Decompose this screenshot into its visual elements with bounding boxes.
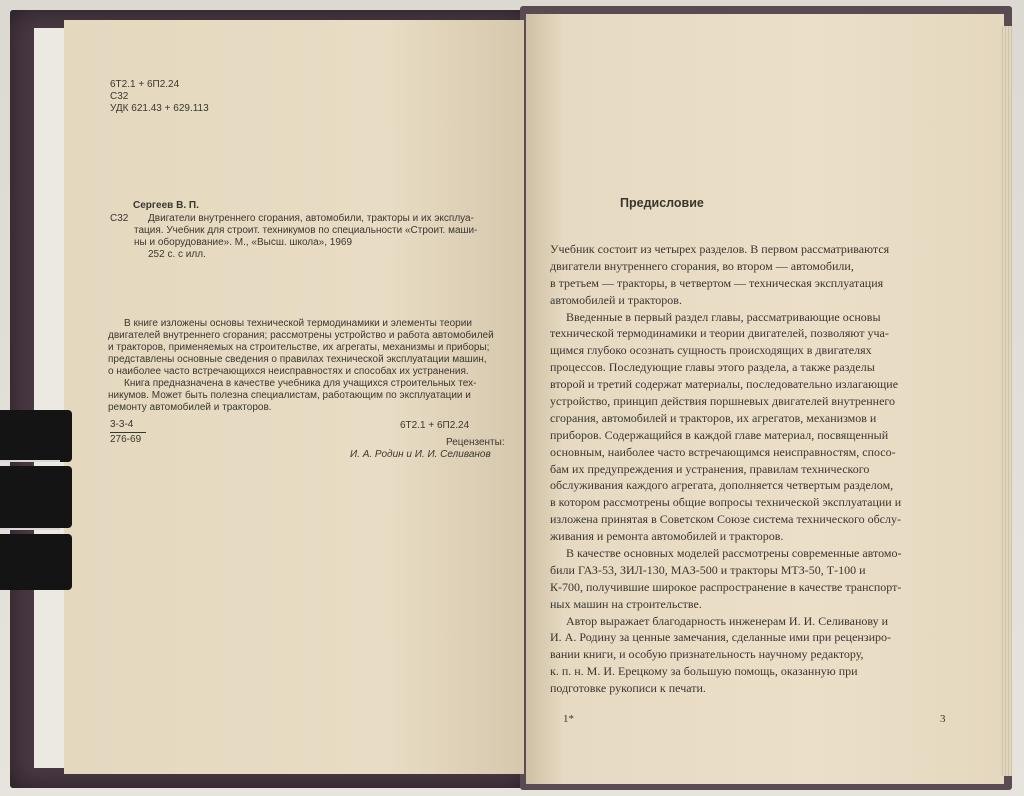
preface-line: щимся глубоко осознать сущность происходящих в двигателях: [550, 343, 872, 358]
reviewers-label: Рецензенты:: [446, 437, 505, 448]
preface-line: приборов. Содержащийся в каждой главе материал, посвященный: [550, 427, 889, 442]
preface-line: обслуживания каждого агрегата, дополняется четвертым разделом,: [550, 478, 894, 493]
bib-line: тация. Учебник для строит. техникумов по специальности «Строит. маши-: [134, 225, 478, 236]
preface-line: подготовке рукописи к печати.: [550, 681, 706, 696]
order-number-top: 3-3-4: [110, 419, 134, 430]
annotation-line: никумов. Может быть полезна специалистам, работающим по эксплуатации и: [108, 390, 471, 401]
preface-line: второй и третий содержат материалы, последовательно излагающие: [550, 377, 899, 392]
preface-line: Учебник состоит из четырех разделов. В первом рассматриваются: [550, 242, 890, 256]
bib-code: С32: [110, 213, 129, 224]
reviewers-names: И. А. Родин и И. И. Селиванов: [350, 449, 491, 460]
bib-line: Двигатели внутреннего сгорания, автомобили, тракторы и их эксплуа-: [148, 213, 474, 224]
preface-line: устройство, принцип действия поршневых двигателей внутреннего: [550, 394, 896, 409]
preface-line: К-700, получившие широкое распространение в качестве транспорт-: [550, 579, 902, 594]
preface-line: процессов. Последующие главы этого раздела, а также разделы: [550, 360, 875, 375]
preface-line: технической термодинамики и теории двигателей, позволяют уча-: [550, 326, 889, 341]
flyleaf: [34, 28, 66, 768]
annotation-line: о наиболее часто встречающихся неисправностях и способах их устранения.: [108, 366, 469, 377]
preface-line: И. А. Родину за ценные замечания, сделанные ими при рецензиро-: [550, 630, 892, 645]
order-divider: [110, 432, 146, 433]
binder-clip: [0, 410, 78, 595]
annotation: [108, 318, 508, 414]
bib-line: 252 с. с илл.: [148, 249, 206, 260]
preface-line: ных машин на строительстве.: [550, 596, 702, 611]
preface-line: сгорания, автомобилей и тракторов, их агрегатов, механизмов и: [550, 410, 877, 425]
preface-line: В качестве основных моделей рассмотрены современные автомо-: [566, 546, 902, 561]
annotation-line: В книге изложены основы технической термодинамики и элементы теории: [124, 318, 472, 329]
preface-line: двигатели внутреннего сгорания, во втором — автомобили,: [550, 258, 854, 273]
classification-line: С32: [110, 91, 129, 102]
signature-mark: 1*: [563, 713, 574, 725]
annotation-line: двигателей внутреннего сгорания; рассмотрены устройство и работа автомобилей: [108, 330, 494, 341]
bib-record: [134, 213, 508, 261]
annotation-line: представлены основные сведения о правилах технической эксплуатации машин,: [108, 354, 487, 365]
preface-line: Автор выражает благодарность инженерам И. И. Селиванову и: [566, 613, 889, 628]
annotation-line: и тракторов, применяемых на строительстве, их агрегаты, механизмы и приборы;: [108, 342, 490, 353]
preface-line: автомобилей и тракторов.: [550, 292, 682, 307]
preface-line: к. п. н. М. И. Ерецкому за большую помощь, оказанную при: [550, 664, 858, 679]
classification-line: 6Т2.1 + 6П2.24: [110, 79, 180, 90]
preface-line: в котором рассмотрены общие вопросы технической эксплуатации и: [550, 495, 902, 510]
bib-author: Сергеев В. П.: [133, 200, 199, 211]
classification-line: УДК 621.43 + 629.113: [110, 103, 209, 114]
preface-line: изложена принятая в Советском Союзе система технического обслу-: [550, 512, 901, 527]
bib-line: ны и оборудование». М., «Высш. школа», 1969: [134, 237, 353, 248]
preface-body: [550, 241, 970, 697]
preface-line: в третьем — тракторы, в четвертом — техническая эксплуатация: [550, 275, 884, 290]
preface-line: живания и ремонта автомобилей и тракторов.: [550, 529, 784, 544]
annotation-line: Книга предназначена в качестве учебника для учащихся строительных тех-: [124, 378, 477, 389]
preface-line: били ГАЗ-53, ЗИЛ-130, МАЗ-500 и тракторы МТЗ-50, Т-100 и: [550, 562, 866, 577]
page-edges: [1000, 26, 1012, 776]
classification-repeat: 6Т2.1 + 6П2.24: [400, 420, 470, 431]
annotation-line: ремонту автомобилей и тракторов.: [108, 402, 272, 413]
order-number-bottom: 276-69: [110, 434, 142, 445]
preface-line: вании книги, и особую признательность научному редактору,: [550, 647, 864, 662]
classification-block: [110, 79, 209, 115]
preface-line: бам их предупреждения и устранения, правилам технического: [550, 461, 870, 476]
preface-line: основным, наиболее часто встречающимся неисправностям, спосо-: [550, 444, 896, 459]
preface-line: Введенные в первый раздел главы, рассматривающие основы: [566, 309, 881, 324]
page-number: 3: [940, 713, 946, 725]
preface-title: Предисловие: [620, 196, 704, 210]
